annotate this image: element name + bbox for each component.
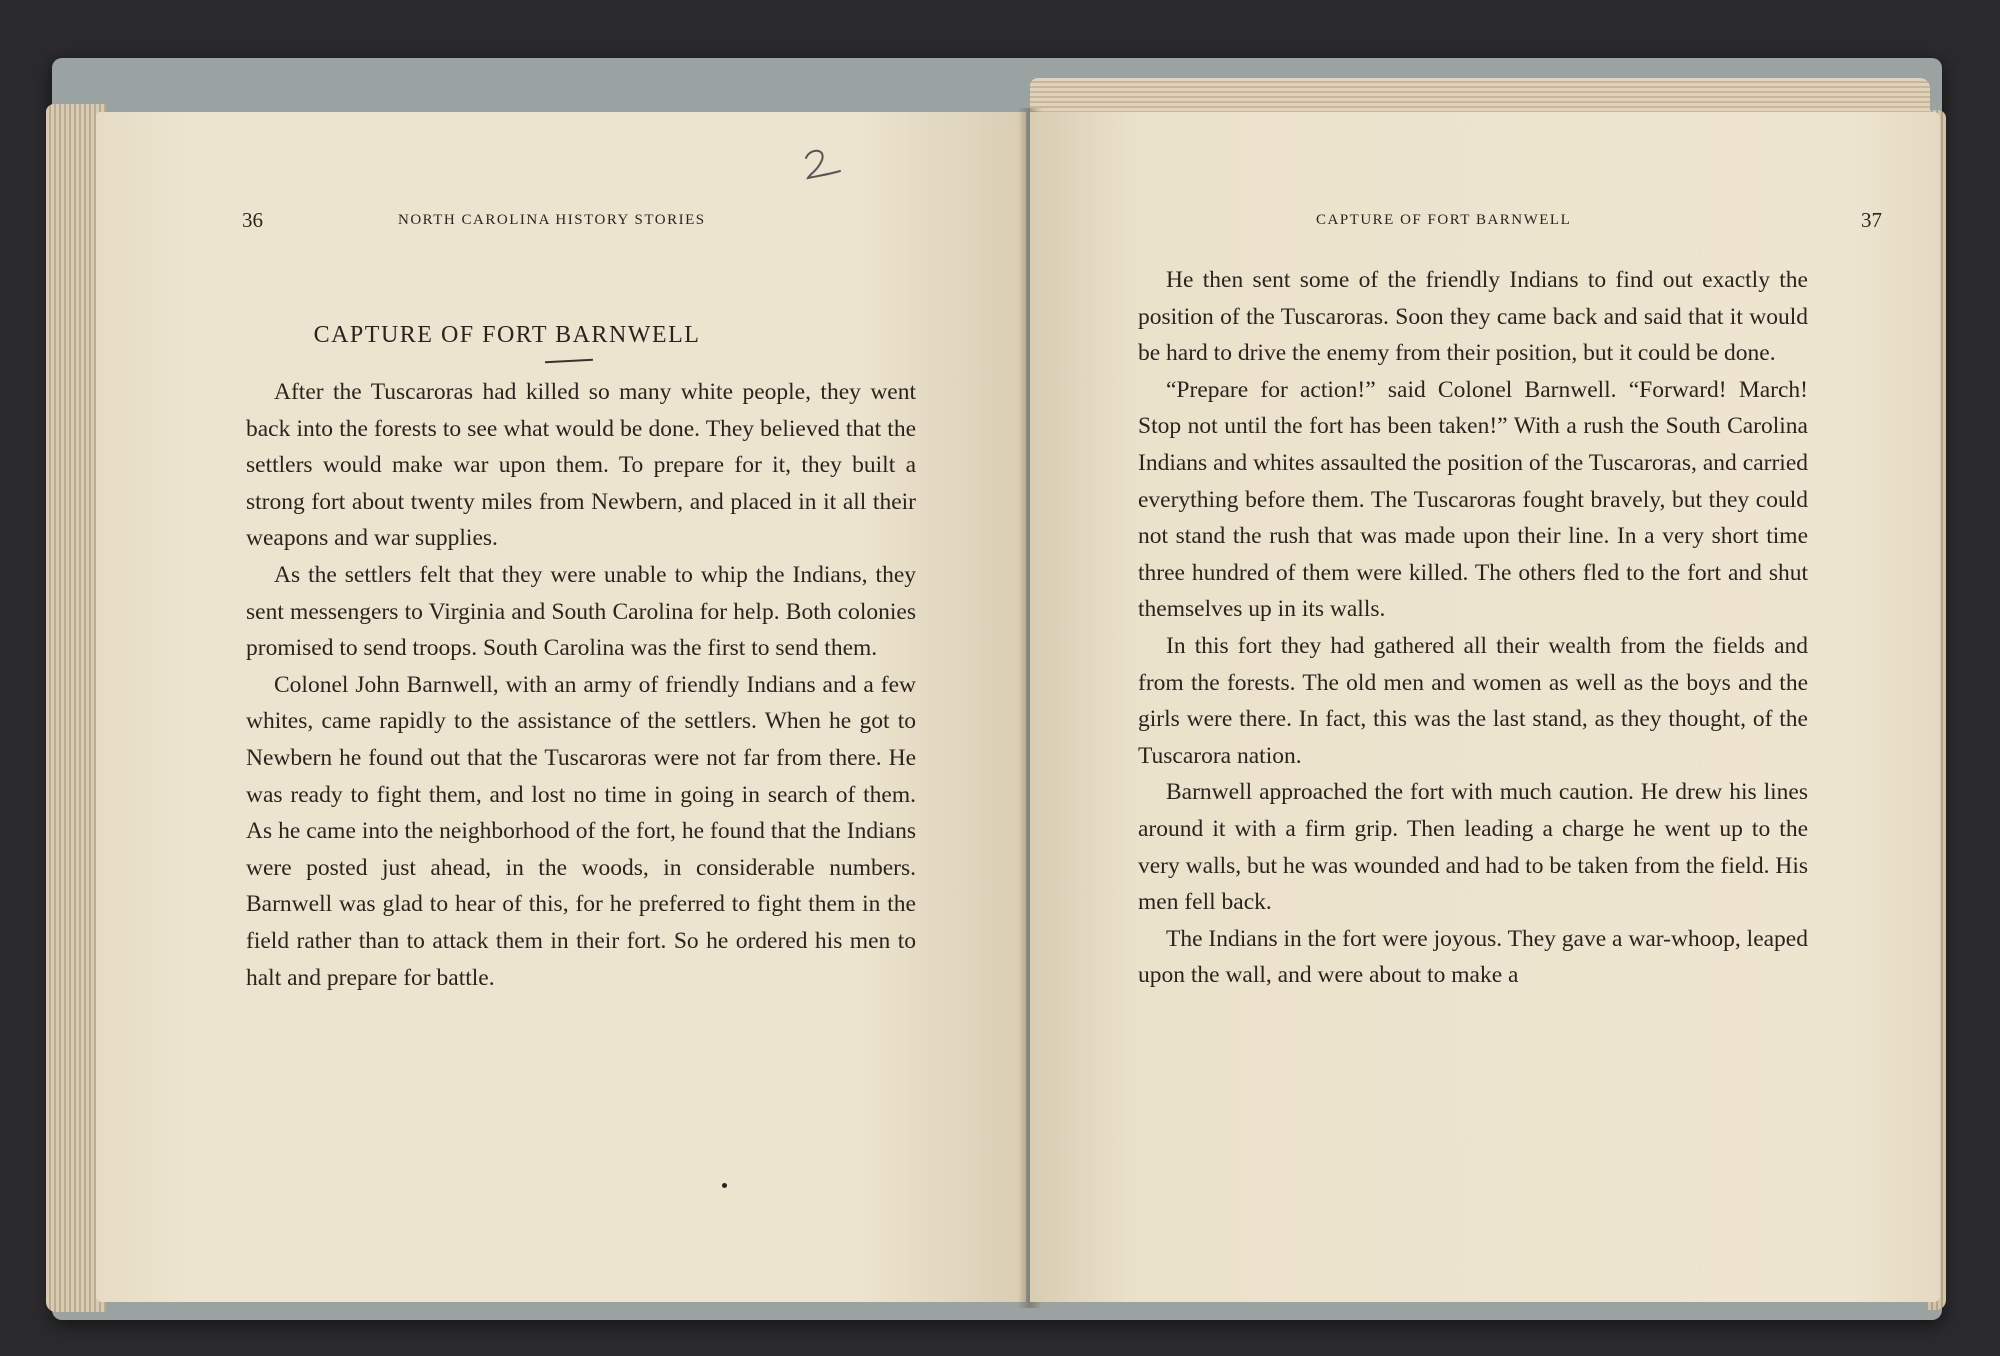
right-body-text (1138, 262, 1808, 994)
right-page (1030, 112, 1940, 1302)
left-body-text (246, 374, 916, 996)
left-running-head (96, 208, 1026, 242)
paragraph: He then sent some of the friendly Indians to find out exactly the position of the Tuscaroras. Soon they came back and said that it would be hard to drive the enemy from their position, but it could be done. (1138, 267, 1808, 367)
right-running-head-title: CAPTURE OF FORT BARNWELL (1316, 212, 1572, 228)
left-page (96, 112, 1026, 1302)
ink-speck (722, 1183, 727, 1188)
chapter-title (96, 322, 918, 349)
left-page-number: 36 (242, 208, 263, 232)
right-page-number: 37 (1861, 208, 1882, 232)
paragraph: “Prepare for action!” said Colonel Barnwell. “Forward! March! Stop not until the fort has been taken!” With a rush the South Carolina Indians and whites assaulted the position of the Tuscaroras, and carried everything before them. The Tuscaroras fought bravely, but they could not stand the rush that was made upon their line. In a very short time three hundred of them were killed. The others fled to the fort and shut themselves up in its walls. (1138, 376, 1808, 623)
chapter-title-text: CAPTURE OF FORT BARNWELL (313, 322, 701, 348)
pencil-underline (545, 359, 593, 364)
paragraph: The Indians in the fort were joyous. They gave a war-whoop, leaped upon the wall, and were about to make a (1138, 925, 1808, 989)
right-running-head (1030, 208, 1940, 242)
pencil-mark (796, 144, 846, 184)
paragraph: Barnwell approached the fort with much caution. He drew his lines around it with a firm grip. Then leading a charge he went up to the very walls, but he was wounded and had to be taken from the field. His men fell back. (1138, 779, 1808, 916)
paragraph: Colonel John Barnwell, with an army of friendly Indians and a few whites, came rapidly to the assistance of the settlers. When he got to Newbern he found out that the Tuscaroras were not far from there. He was ready to fight them, and lost no time in going in search of them. As he came into the neighborhood of the fort, he found that the Indians were posted just ahead, in the woods, in considerable numbers. Barnwell was glad to hear of this, for he preferred to fight them in the field rather than to attack them in their fort. So he ordered his men to halt and prepare for battle. (246, 671, 916, 991)
paragraph: After the Tuscaroras had killed so many white people, they went back into the forests to see what would be done. They believed that the settlers would make war upon them. To prepare for it, they built a strong fort about twenty miles from Newbern, and placed in it all their weapons and war supplies. (246, 379, 916, 552)
paragraph: As the settlers felt that they were unable to whip the Indians, they sent messengers to Virginia and South Carolina for help. Both colonies promised to send troops. South Carolina was the first to send them. (246, 561, 916, 662)
pencil-mark-2-icon (796, 144, 846, 184)
paragraph: In this fort they had gathered all their wealth from the fields and from the forests. The old men and women as well as the boys and the girls were there. In fact, this was the last stand, as they thought, of the Tuscarora nation. (1138, 632, 1808, 769)
left-running-head-title: NORTH CAROLINA HISTORY STORIES (398, 212, 706, 228)
